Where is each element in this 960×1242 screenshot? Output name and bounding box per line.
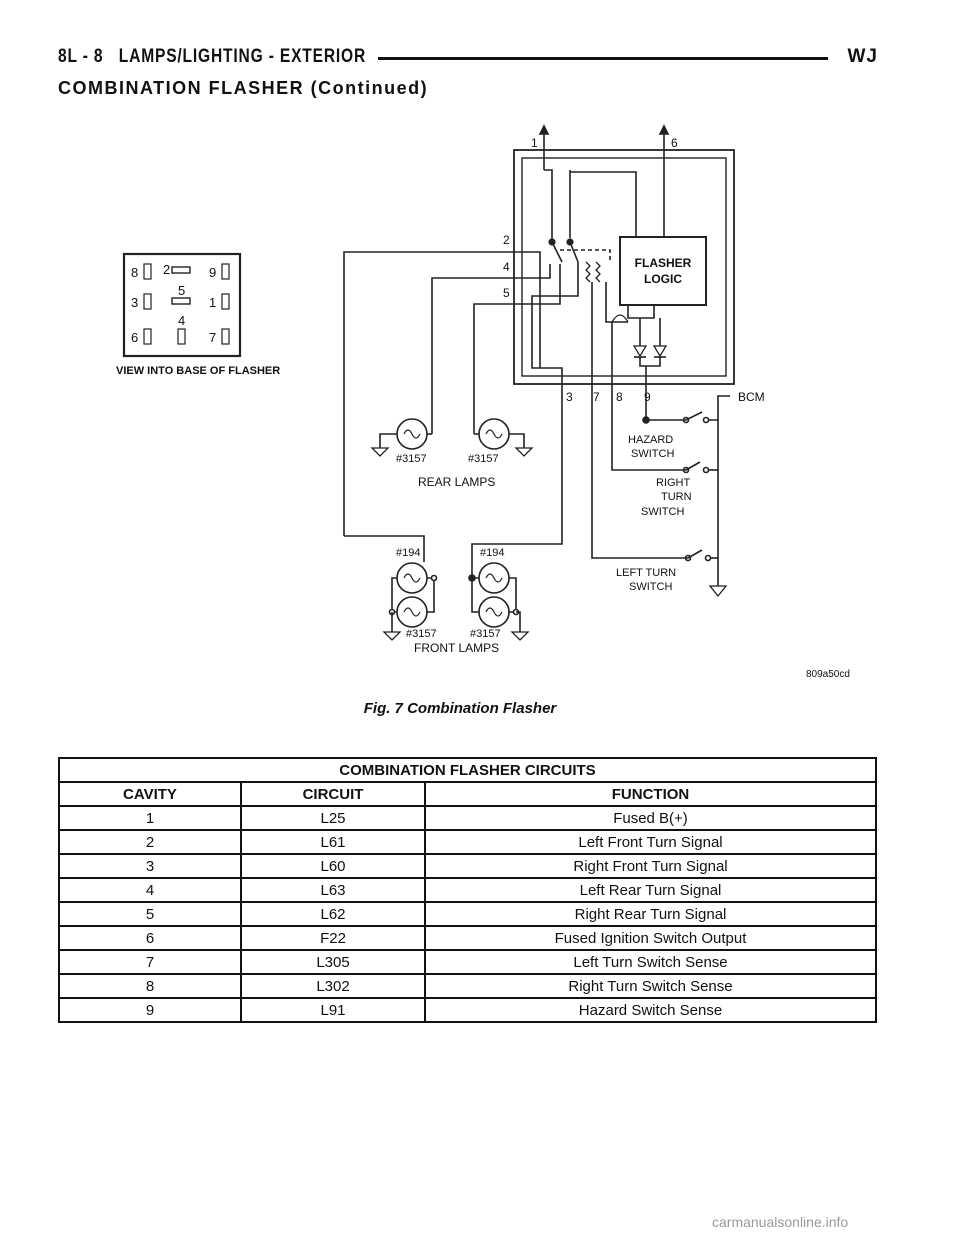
bulb-label: #3157: [396, 453, 427, 465]
table-cell: Left Turn Switch Sense: [425, 950, 876, 974]
left-turn-switch-label: LEFT TURN: [616, 567, 677, 579]
table-cell: L62: [241, 902, 425, 926]
table-cell: 1: [59, 806, 241, 830]
section-title: COMBINATION FLASHER (Continued): [58, 78, 429, 98]
rear-lamps: [372, 419, 532, 489]
table-cell: L305: [241, 950, 425, 974]
table-cell: Left Rear Turn Signal: [425, 878, 876, 902]
wiring-diagram: [110, 122, 870, 692]
ground-symbol: [710, 586, 726, 596]
pin-label: 5: [178, 283, 186, 298]
left-turn-switch-label: SWITCH: [629, 581, 673, 593]
logic-label: LOGIC: [644, 272, 682, 286]
terminal-label: 1: [531, 136, 538, 150]
bulb-label: #3157: [468, 453, 499, 465]
table-cell: L60: [241, 854, 425, 878]
table-cell: 8: [59, 974, 241, 998]
front-lamps: [344, 536, 528, 655]
flasher-logic-box: [620, 237, 706, 305]
table-row: [59, 806, 876, 830]
terminal-label: 5: [503, 286, 510, 300]
watermark: carmanualsonline.info: [712, 1214, 849, 1230]
table-row: [59, 902, 876, 926]
table-cell: L302: [241, 974, 425, 998]
bulb-label: #3157: [470, 628, 501, 640]
bulb-label: #194: [480, 547, 505, 559]
table-row: [59, 950, 876, 974]
table-cell: 6: [59, 926, 241, 950]
pin-label: 7: [209, 330, 217, 345]
table-row: [59, 998, 876, 1022]
pin-label: 3: [131, 295, 139, 310]
table-cell: Fused B(+): [425, 806, 876, 830]
table-row: [59, 974, 876, 998]
table-cell: 3: [59, 854, 241, 878]
terminal-label: 2: [503, 233, 510, 247]
table-cell: 5: [59, 902, 241, 926]
figure-id: 809a50cd: [806, 669, 850, 680]
pin-label: 2: [163, 262, 171, 277]
logic-label: FLASHER: [634, 256, 692, 270]
terminal-label: 7: [593, 390, 600, 404]
bcm-label: BCM: [738, 390, 765, 404]
table-cell: Fused Ignition Switch Output: [425, 926, 876, 950]
model-code: WJ: [847, 46, 878, 67]
terminal-label: 9: [644, 390, 651, 404]
terminal-label: 6: [671, 136, 678, 150]
pin-label: 9: [209, 265, 217, 280]
front-lamps-label: FRONT LAMPS: [414, 641, 500, 655]
table-cell: 9: [59, 998, 241, 1022]
flasher-housing-outer: [514, 150, 734, 384]
rear-lamps-label: REAR LAMPS: [418, 475, 496, 489]
table-cell: Right Rear Turn Signal: [425, 902, 876, 926]
table-cell: F22: [241, 926, 425, 950]
terminal-label: 4: [503, 260, 510, 274]
view-label: VIEW INTO BASE OF FLASHER: [116, 365, 281, 377]
table-cell: Hazard Switch Sense: [425, 998, 876, 1022]
terminal-label: 8: [616, 390, 623, 404]
pin-label: 8: [131, 265, 139, 280]
pin-label: 1: [209, 295, 217, 310]
terminal-label: 3: [566, 390, 573, 404]
table-cell: Right Front Turn Signal: [425, 854, 876, 878]
figure-caption: Fig. 7 Combination Flasher: [363, 700, 557, 717]
table-row: [59, 854, 876, 878]
connector-base-view: [116, 254, 280, 377]
column-header-circuit: CIRCUIT: [241, 782, 425, 806]
table-title: COMBINATION FLASHER CIRCUITS: [59, 758, 876, 782]
bulb-label: #194: [396, 547, 421, 559]
right-turn-switch-label: TURN: [661, 491, 692, 503]
pin-label: 6: [131, 330, 139, 345]
header-rule: [378, 57, 828, 60]
table-cell: 4: [59, 878, 241, 902]
table-cell: 7: [59, 950, 241, 974]
hazard-switch-label: HAZARD: [628, 434, 674, 446]
table-row: [59, 878, 876, 902]
circuits-table: [58, 757, 877, 1023]
column-header-cavity: CAVITY: [59, 782, 241, 806]
pin-label: 4: [178, 313, 186, 328]
table-cell: Right Turn Switch Sense: [425, 974, 876, 998]
column-header-function: FUNCTION: [425, 782, 876, 806]
table-cell: L63: [241, 878, 425, 902]
table-cell: L25: [241, 806, 425, 830]
right-turn-switch-label: SWITCH: [641, 506, 685, 518]
hazard-switch-label: SWITCH: [631, 448, 675, 460]
right-turn-switch-label: RIGHT: [656, 477, 691, 489]
table-row: [59, 830, 876, 854]
page-header: [58, 44, 878, 74]
bulb-label: #3157: [406, 628, 437, 640]
table-row: [59, 926, 876, 950]
table-cell: 2: [59, 830, 241, 854]
page-header-text: 8L - 8 LAMPS/LIGHTING - EXTERIOR: [58, 46, 367, 67]
table-cell: Left Front Turn Signal: [425, 830, 876, 854]
table-cell: L91: [241, 998, 425, 1022]
table-cell: L61: [241, 830, 425, 854]
